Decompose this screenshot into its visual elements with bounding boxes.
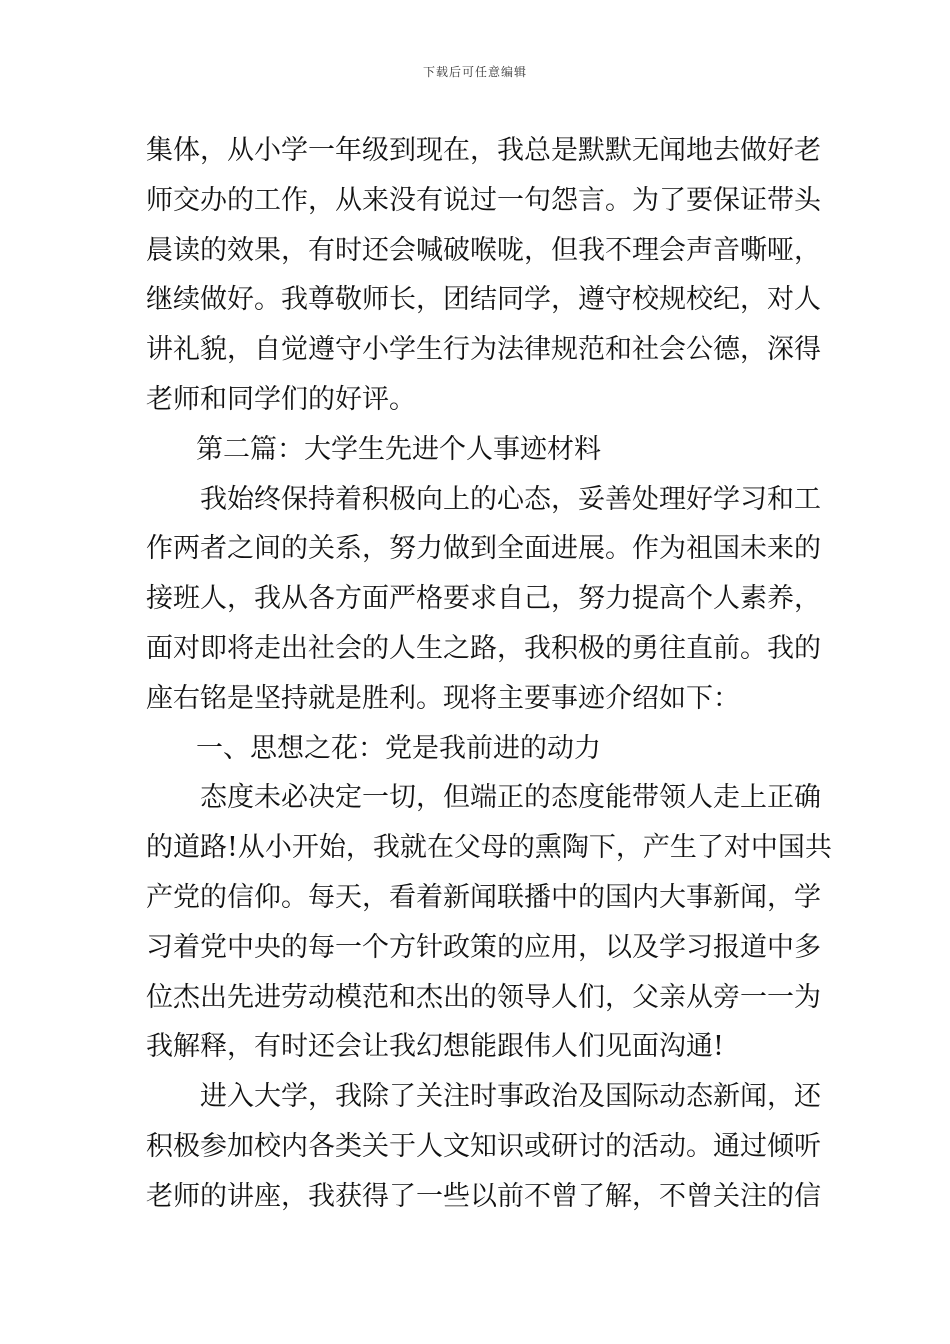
text-line: 进入大学，我除了关注时事政治及国际动态新闻，还 (200, 1081, 821, 1113)
paragraph (146, 475, 821, 724)
text-line: 老师和同学们的好评。 (146, 383, 416, 415)
text-line: 师交办的工作，从来没有说过一句怨言。为了要保证带头 (146, 184, 821, 216)
paragraph (146, 1072, 821, 1221)
text-line: 我解释，有时还会让我幻想能跟伟人们见面沟通! (146, 1031, 724, 1063)
text-line: 座右铭是坚持就是胜利。现将主要事迹介绍如下： (146, 682, 740, 714)
section-heading: 一、思想之花：党是我前进的动力 (196, 732, 601, 764)
page-header: 下载后可任意编辑 (422, 65, 527, 79)
text-line: 面对即将走出社会的人生之路，我积极的勇往直前。我的 (146, 632, 821, 664)
text-line: 态度未必决定一切，但端正的态度能带领人走上正确 (200, 782, 821, 814)
text-line: 集体，从小学一年级到现在，我总是默默无闻地去做好老 (146, 135, 821, 166)
text-line: 晨读的效果，有时还会喊破喉咙，但我不理会声音嘶哑， (146, 234, 821, 266)
text-line: 产党的信仰。每天，看着新闻联播中的国内大事新闻，学 (146, 881, 821, 913)
text-line: 我始终保持着积极向上的心态，妥善处理好学习和工 (200, 483, 821, 515)
document-body (146, 126, 832, 1222)
text-line: 的道路!从小开始，我就在父母的熏陶下，产生了对中国共 (146, 832, 832, 864)
text-line: 讲礼貌，自觉遵守小学生行为法律规范和社会公德，深得 (146, 334, 821, 366)
text-line: 继续做好。我尊敬师长，团结同学，遵守校规校纪，对人 (146, 284, 821, 316)
text-line: 作两者之间的关系，努力做到全面进展。作为祖国未来的 (146, 533, 821, 565)
text-line: 积极参加校内各类关于人文知识或研讨的活动。通过倾听 (146, 1130, 821, 1162)
text-line: 接班人，我从各方面严格要求自己，努力提高个人素养， (146, 583, 821, 615)
paragraph (146, 773, 832, 1072)
text-line: 老师的讲座，我获得了一些以前不曾了解，不曾关注的信 (146, 1180, 821, 1212)
section-heading: 第二篇：大学生先进个人事迹材料 (196, 433, 601, 465)
text-line: 习着党中央的每一个方针政策的应用，以及学习报道中多 (146, 931, 821, 963)
paragraph (146, 126, 821, 425)
text-line: 位杰出先进劳动模范和杰出的领导人们，父亲从旁一一为 (146, 981, 821, 1013)
